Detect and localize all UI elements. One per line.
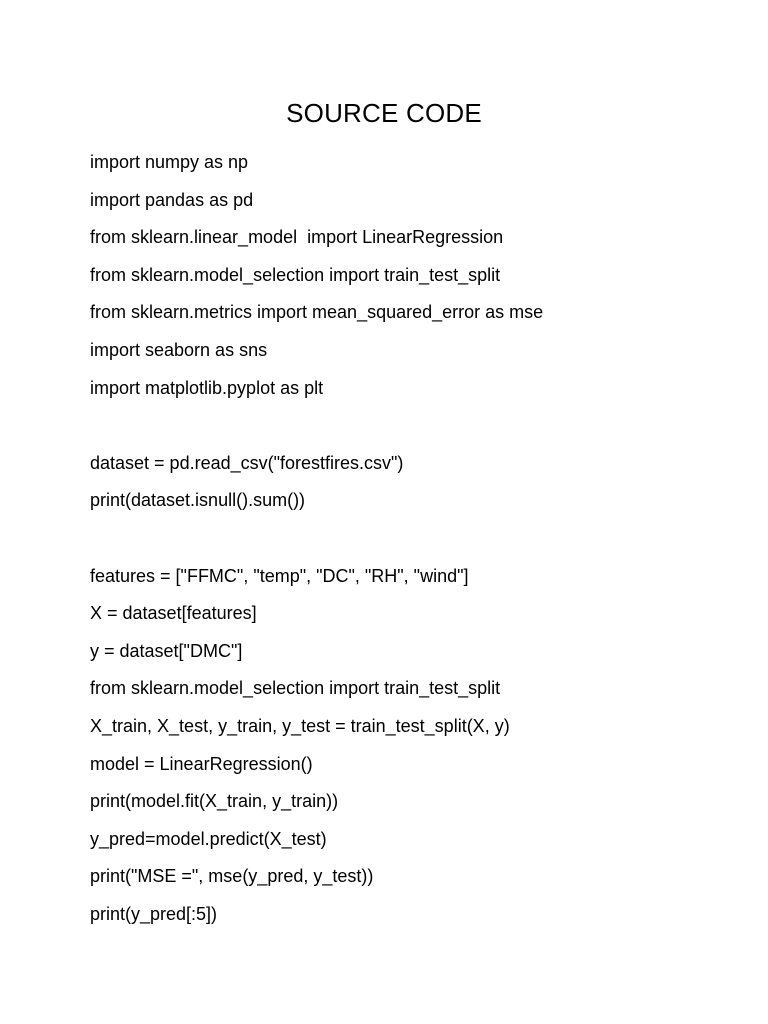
code-line: y_pred=model.predict(X_test) bbox=[90, 828, 327, 849]
code-line: X_train, X_test, y_train, y_test = train_test_split(X, y) bbox=[90, 715, 510, 736]
code-line: import numpy as np bbox=[90, 152, 249, 172]
code-line: from sklearn.linear_model import LinearRegression bbox=[90, 227, 504, 248]
blank-line bbox=[90, 520, 730, 558]
code-line: import seaborn as sns bbox=[90, 339, 268, 360]
code-line: from sklearn.model_selection import train_test_split bbox=[90, 678, 501, 699]
code-line: print(y_pred[:5]) bbox=[90, 903, 218, 924]
code-line: import matplotlib.pyplot as plt bbox=[90, 377, 324, 398]
document-title: SOURCE CODE bbox=[286, 98, 482, 128]
code-line: dataset = pd.read_csv("forestfires.csv") bbox=[90, 452, 404, 473]
code-line: y = dataset["DMC"] bbox=[90, 640, 243, 661]
code-line: print(dataset.isnull().sum()) bbox=[90, 490, 306, 511]
source-code-block bbox=[90, 144, 730, 933]
blank-line bbox=[90, 407, 730, 445]
code-line: print(model.fit(X_train, y_train)) bbox=[90, 791, 339, 812]
code-line: from sklearn.model_selection import train_test_split bbox=[90, 264, 501, 285]
code-line: print("MSE =", mse(y_pred, y_test)) bbox=[90, 866, 374, 887]
code-line: features = ["FFMC", "temp", "DC", "RH", "wind"] bbox=[90, 565, 469, 586]
code-line: model = LinearRegression() bbox=[90, 753, 313, 774]
code-line: from sklearn.metrics import mean_squared_error as mse bbox=[90, 302, 544, 323]
code-line: X = dataset[features] bbox=[90, 603, 257, 624]
code-line: import pandas as pd bbox=[90, 189, 254, 210]
